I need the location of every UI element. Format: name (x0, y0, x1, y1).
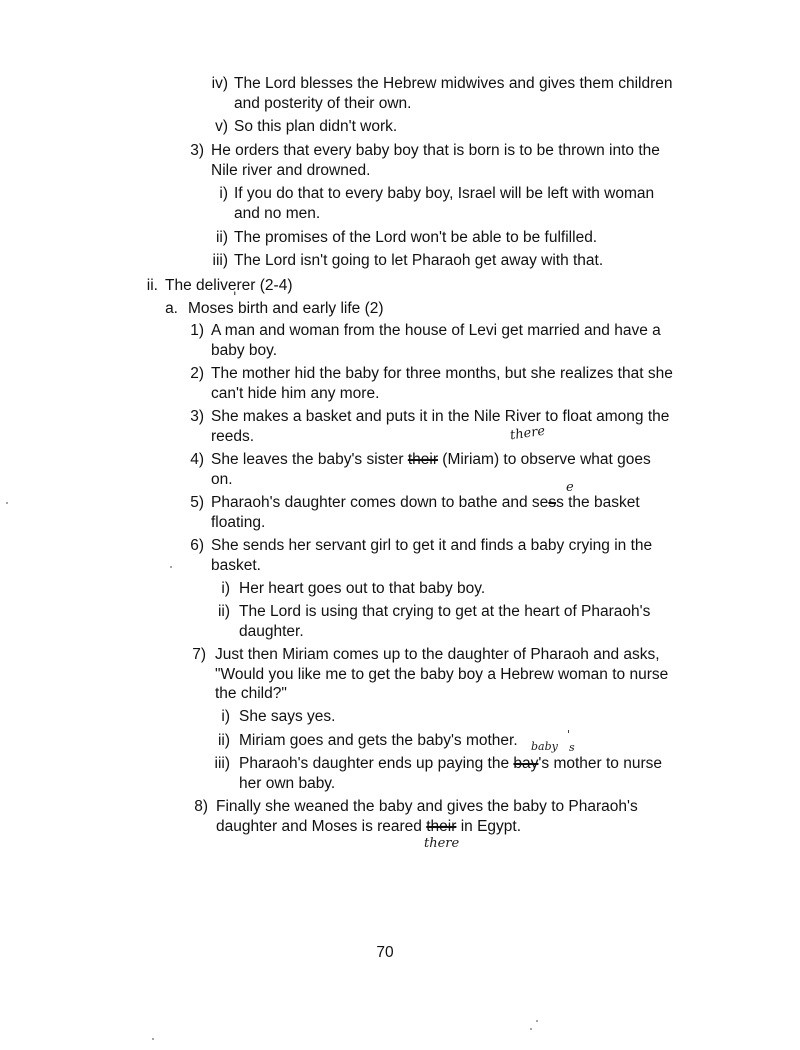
handwritten-correction-baby: baby (531, 740, 558, 753)
item-text-line: He orders that every baby boy that is born is to be thrown into the (211, 142, 660, 159)
item-text-line (211, 493, 640, 513)
item-number: 7) (192, 646, 206, 663)
scan-speck (536, 1020, 538, 1022)
page-number: 70 (376, 944, 394, 961)
item-number: 8) (194, 798, 208, 815)
item-text-line: She sends her servant girl to get it and finds a baby crying in the (211, 537, 653, 554)
item-text-line: A man and woman from the house of Levi get married and have a (211, 322, 661, 339)
item-text-line (239, 754, 662, 774)
item-number: ii) (217, 732, 230, 749)
item-text-line: The Lord is using that crying to get at the heart of Pharaoh's (239, 603, 651, 620)
item-text-line: Finally she weaned the baby and gives the baby to Pharaoh's (216, 798, 638, 815)
struck-letter: s (548, 494, 557, 511)
item-text-line: baby boy. (211, 342, 278, 359)
handwritten-apostrophe: ' (233, 290, 237, 305)
item-text-line: basket. (211, 557, 261, 574)
item-text-line: She makes a basket and puts it in the Nile River to float among the (211, 408, 670, 425)
item-text-line: reeds. (211, 428, 255, 445)
struck-word: bay (513, 755, 539, 772)
text-fragment: in Egypt. (456, 818, 522, 835)
item-number: i) (221, 580, 230, 597)
text-fragment: Pharaoh's daughter comes down to bathe and se (211, 494, 549, 511)
text-fragment: Pharaoh's daughter ends up paying the (239, 755, 514, 772)
struck-word: their (426, 818, 457, 835)
item-number: 4) (190, 451, 204, 468)
item-number: ii) (215, 229, 228, 246)
item-number: 2) (190, 365, 204, 382)
text-fragment: s the basket (556, 494, 640, 511)
text-fragment: (Miriam) to observe what goes (437, 451, 651, 468)
struck-word: their (407, 451, 438, 468)
item-text-line: The Lord blesses the Hebrew midwives and gives them children (234, 75, 673, 92)
handwritten-apostrophe: ' (567, 728, 571, 741)
item-number: i) (221, 708, 230, 725)
handwritten-correction-s: s (569, 741, 575, 754)
item-text-line: her own baby. (239, 775, 336, 792)
item-number: 6) (190, 537, 204, 554)
item-text-line: floating. (211, 514, 266, 531)
text-fragment: Moses (188, 300, 234, 317)
item-text-line: and posterity of their own. (234, 95, 412, 112)
item-text-line: So this plan didn't work. (234, 118, 398, 135)
item-text-line (188, 299, 384, 319)
item-number: 3) (190, 142, 204, 159)
item-text-line: If you do that to every baby boy, Israel will be left with woman (234, 185, 655, 202)
scan-speck (170, 566, 172, 568)
item-text-line: daughter. (239, 623, 304, 640)
scan-speck (530, 1028, 532, 1030)
item-text-line: She says yes. (239, 708, 336, 725)
item-number: ii) (217, 603, 230, 620)
item-number: iii) (214, 755, 230, 772)
item-number: 3) (190, 408, 204, 425)
item-number: 1) (190, 322, 204, 339)
scan-speck (6, 502, 8, 504)
handwritten-correction-e: e (566, 480, 574, 495)
item-text-line (211, 450, 651, 470)
text-fragment: daughter and Moses is reared (216, 818, 427, 835)
item-text-line: and no men. (234, 205, 321, 222)
item-text-line: "Would you like me to get the baby boy a Hebrew woman to nurse (215, 666, 669, 683)
item-text-line: The promises of the Lord won't be able to be fulfilled. (234, 229, 598, 246)
handwritten-correction-there: there (424, 836, 460, 851)
item-number: 5) (190, 494, 204, 511)
item-text-line: can't hide him any more. (211, 385, 380, 402)
item-text-line: The Lord isn't going to let Pharaoh get away with that. (234, 252, 604, 269)
item-number: iii) (212, 252, 228, 269)
item-text-line: Her heart goes out to that baby boy. (239, 580, 486, 597)
item-text-line (216, 817, 521, 837)
item-text-line: on. (211, 471, 233, 488)
text-fragment: 's mother to nurse (538, 755, 662, 772)
item-number: ii. (146, 277, 158, 294)
item-text-line: Just then Miriam comes up to the daughter of Pharaoh and asks, (215, 646, 660, 663)
handwritten-correction-there: there (509, 423, 547, 444)
item-text-line: the child?" (215, 685, 287, 702)
item-number: a. (165, 300, 178, 317)
item-text-line: The mother hid the baby for three months, but she realizes that she (211, 365, 673, 382)
text-fragment: She leaves the baby's sister (211, 451, 408, 468)
item-number: i) (219, 185, 228, 202)
item-number: v) (215, 118, 228, 135)
scan-speck (152, 1038, 154, 1040)
text-fragment: birth and early life (2) (233, 300, 384, 317)
item-number: iv) (211, 75, 228, 92)
item-text-line: Miriam goes and gets the baby's mother. (239, 732, 518, 749)
item-text-line: The deliverer (2-4) (165, 277, 293, 294)
item-text-line: Nile river and drowned. (211, 162, 371, 179)
